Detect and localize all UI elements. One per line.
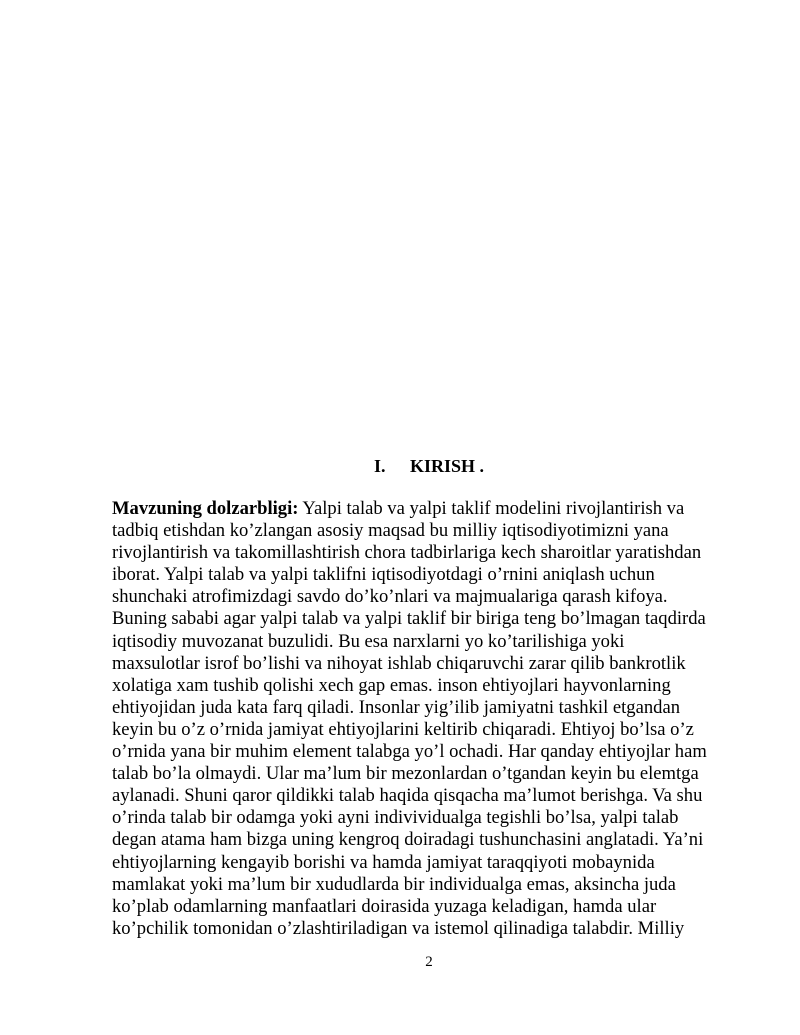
section-heading: [374, 455, 484, 477]
paragraph-line: o’rinda talab bir odamga yoki ayni indivividualga tegishli bo’lsa, yalpi talab: [112, 807, 679, 829]
paragraph-line: degan atama ham bizga uning kengroq doiradagi tushunchasini anglatadi. Ya’ni: [112, 829, 704, 851]
paragraph-line: aylanadi. Shuni qaror qildikki talab haqida qisqacha ma’lumot berishga. Va shu: [112, 785, 703, 807]
paragraph-line: tadbiq etishdan ko’zlangan asosiy maqsad bu milliy iqtisodiyotimizni yana: [112, 520, 669, 542]
paragraph-line: ehtiyojidan juda kata farq qiladi. Insonlar yig’ilib jamiyatni tashkil etgandan: [112, 696, 680, 718]
paragraph-line: ko’pchilik tomonidan o’zlashtiriladigan va istemol qilinadiga talabdir. Milliy: [112, 917, 685, 939]
paragraph-lead: Mavzuning dolzarbligi:: [112, 498, 299, 519]
paragraph-line: rivojlantirish va takomillashtirish chora tadbirlariga kech sharoitlar yaratishdan: [112, 542, 702, 564]
page-number: 2: [425, 954, 433, 970]
paragraph-line: mamlakat yoki ma’lum bir xududlarda bir individualga emas, aksincha juda: [112, 873, 676, 895]
paragraph-line: [112, 498, 732, 520]
intro-paragraph: [112, 498, 732, 940]
paragraph-line: ko’plab odamlarning manfaatlari doirasida yuzaga keladigan, hamda ular: [112, 895, 657, 917]
paragraph-line: Buning sababi agar yalpi talab va yalpi taklif bir biriga teng bo’lmagan taqdirda: [112, 608, 706, 630]
paragraph-line: keyin bu o’z o’rnida jamiyat ehtiyojlarini keltirib chiqaradi. Ehtiyoj bo’lsa o’z: [112, 718, 694, 740]
paragraph-line: o’rnida yana bir muhim element talabga yo’l ochadi. Har qanday ehtiyojlar ham: [112, 741, 707, 763]
paragraph-line-text: Yalpi talab va yalpi taklif modelini rivojlantirish va: [298, 498, 685, 519]
paragraph-line: xolatiga xam tushib qolishi xech gap emas. inson ehtiyojlari hayvonlarning: [112, 674, 671, 696]
paragraph-line: maxsulotlar isrof bo’lishi va nihoyat ishlab chiqaruvchi zarar qilib bankrotlik: [112, 652, 686, 674]
paragraph-line: iqtisodiy muvozanat buzulidi. Bu esa narxlarni yo ko’tarilishiga yoki: [112, 630, 625, 652]
section-number: I.: [374, 456, 386, 476]
section-title: KIRISH .: [410, 456, 485, 476]
paragraph-line: shunchaki atrofimizdagi savdo do’ko’nlari va majmualariga qarash kifoya.: [112, 586, 668, 608]
paragraph-line: talab bo’la olmaydi. Ular ma’lum bir mezonlardan o’tgandan keyin bu elemtga: [112, 763, 699, 785]
paragraph-line: ehtiyojlarning kengayib borishi va hamda jamiyat taraqqiyoti mobaynida: [112, 851, 655, 873]
paragraph-line: iborat. Yalpi talab va yalpi taklifni iqtisodiyotdagi o’rnini aniqlash uchun: [112, 564, 655, 586]
